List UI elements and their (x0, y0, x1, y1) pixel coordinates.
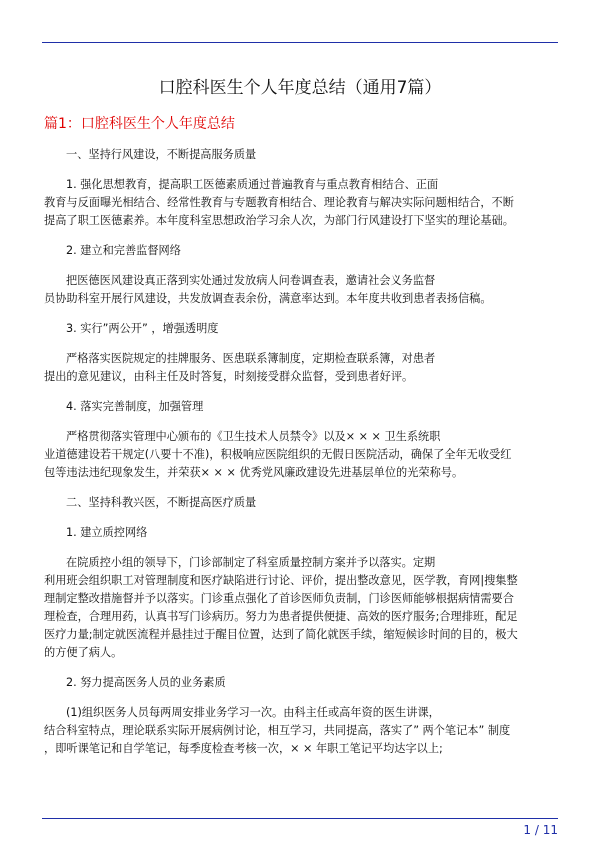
text-line: 利用班会组织职工对管理制度和医疗缺陷进行讨论、评价，提出整改意见，医学教，育网|搜集整 (44, 574, 518, 587)
text-line: 二、坚持科教兴医，不断提高医疗质量 (66, 496, 257, 509)
footer-rule (42, 818, 558, 819)
text-line: 结合科室特点，理论联系实际开展病例讨论，相互学习，共同提高，落实了” 两个笔记本” 制度 (44, 724, 511, 737)
text-line: 2. 努力提高医务人员的业务素质 (66, 676, 226, 689)
subsection-heading (44, 674, 556, 692)
subsection-heading (44, 398, 556, 416)
text-line: 理检查，合理用药，认真书写门诊病历。努力为患者提供便捷、高效的医疗服务;合理排班，配足 (44, 610, 518, 623)
paragraph (44, 350, 556, 386)
text-line: 1. 建立质控网络 (66, 526, 148, 539)
text-line: 在院质控小组的领导下，门诊部制定了科室质量控制方案并予以落实。定期 (66, 556, 436, 569)
page-indicator: 1 / 11 (523, 823, 558, 837)
text-line: 包等违法违纪现象发生，并荣获× × × 优秀党风廉政建设先进基层单位的光荣称号。 (44, 466, 464, 479)
chapter-heading: 篇1：口腔科医生个人年度总结 (44, 116, 235, 132)
text-line: 提高了职工医德素养。本年度科室思想政治学习余人次，为部门行风建设打下坚实的理论基础。 (44, 214, 514, 227)
text-line: 3. 实行”两公开” ，增强透明度 (66, 322, 219, 335)
text-line: 业道德建设若干规定(八要十不准)，积极响应医院组织的无假日医院活动，确保了全年无收受红 (44, 448, 512, 461)
subsection-heading (44, 524, 556, 542)
text-line: 教育与反面曝光相结合、经常性教育与专题教育相结合、理论教育与解决实际问题相结合，不断 (44, 196, 514, 209)
paragraph (44, 704, 556, 758)
text-line: 医疗力量;制定就医流程并悬挂过于醒目位置，达到了简化就医手续，缩短候诊时间的目的，极大 (44, 628, 518, 641)
text-line: 员协助科室开展行风建设，共发放调查表余份，满意率达到。本年度共收到患者表扬信稿。 (44, 292, 492, 305)
text-line: 严格贯彻落实管理中心颁布的《卫生技术人员禁令》以及× × × 卫生系统职 (66, 430, 441, 443)
section-heading (44, 146, 556, 164)
section-heading (44, 494, 556, 512)
text-line: 一、坚持行风建设，不断提高服务质量 (66, 148, 257, 161)
text-line: 1. 强化思想教育，提高职工医德素质通过普遍教育与重点教育相结合、正面 (66, 178, 439, 191)
text-line: (1)组织医务人员每两周安排业务学习一次。由科主任或高年资的医生讲课， (66, 706, 440, 719)
header-rule (42, 42, 558, 43)
text-line: 的方便了病人。 (44, 646, 123, 659)
text-line: 4. 落实完善制度，加强管理 (66, 400, 204, 413)
paragraph (44, 428, 556, 482)
subsection-heading (44, 320, 556, 338)
paragraph (44, 554, 556, 662)
text-line: 严格落实医院规定的挂牌服务、医患联系簿制度，定期检查联系簿，对患者 (66, 352, 436, 365)
paragraph (44, 176, 556, 230)
paragraph (44, 272, 556, 308)
subsection-heading (44, 242, 556, 260)
text-line: 2. 建立和完善监督网络 (66, 244, 181, 257)
text-line: ，即听课笔记和自学笔记，每季度检查考核一次，× × 年职工笔记平均达字以上; (44, 742, 443, 755)
text-line: 理制定整改措施督并予以落实。门诊重点强化了首诊医师负责制，门诊医师能够根据病情需要合 (44, 592, 514, 605)
text-line: 提出的意见建议，由科主任及时答复，时刻接受群众监督，受到患者好评。 (44, 370, 414, 383)
document-body (44, 140, 556, 770)
text-line: 把医德医风建设真正落到实处通过发放病人问卷调查表，邀请社会义务监督 (66, 274, 436, 287)
document-title: 口腔科医生个人年度总结（通用7篇） (158, 78, 442, 98)
